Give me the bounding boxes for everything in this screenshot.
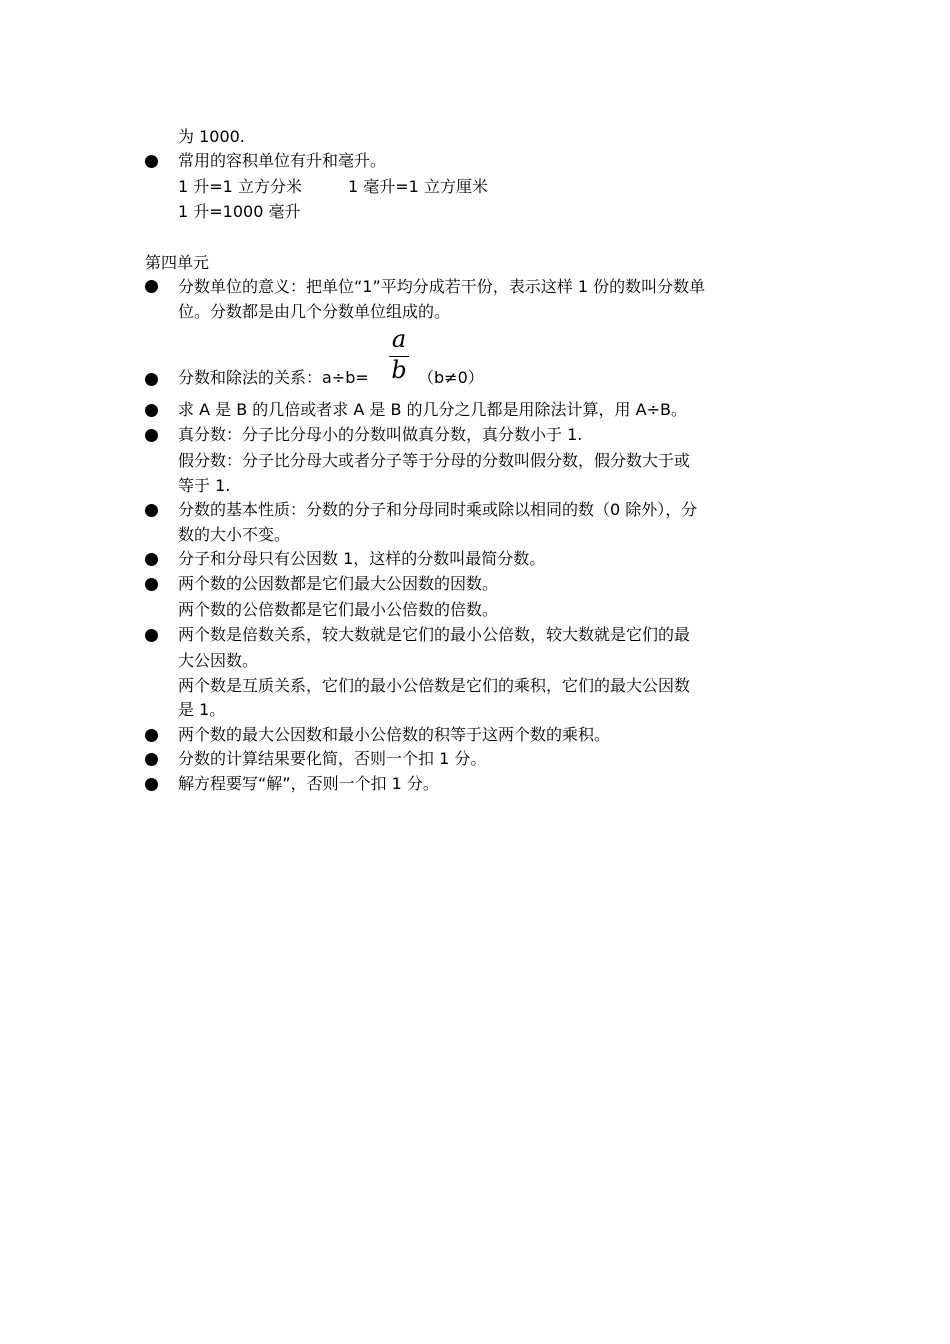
text-line: 数的大小不变。 (178, 525, 291, 544)
text-line: 分数的基本性质：分数的分子和分母同时乘或除以相同的数（0 除外），分 (178, 500, 698, 519)
bullet-icon (145, 778, 158, 791)
bullet-icon (145, 578, 158, 591)
text-line: 为 1000. (178, 127, 245, 146)
bullet-icon (145, 504, 158, 517)
text-line: 1 升=1000 毫升 (178, 202, 301, 221)
bullet-icon (145, 373, 158, 386)
bullet-icon (145, 280, 158, 293)
bullet-icon (145, 404, 158, 417)
text-line: 分数单位的意义：把单位“1”平均分成若干份，表示这样 1 份的数叫分数单 (178, 277, 706, 296)
text-line: 等于 1. (178, 476, 231, 495)
bullet-icon (145, 729, 158, 742)
text-line: 分数的计算结果要化简，否则一个扣 1 分。 (178, 749, 487, 768)
text-line: 分子和分母只有公因数 1，这样的分数叫最简分数。 (178, 549, 546, 568)
text-line: 位。分数都是由几个分数单位组成的。 (178, 302, 451, 321)
text-line: 两个数的最大公因数和最小公倍数的积等于这两个数的乘积。 (178, 725, 611, 744)
text-line: 分数和除法的关系：a÷b= (178, 368, 369, 387)
text-line: 真分数：分子比分母小的分数叫做真分数，真分数小于 1. (178, 425, 583, 444)
text-line: 是 1。 (178, 700, 226, 719)
text-line: 求 A 是 B 的几倍或者求 A 是 B 的几分之几都是用除法计算，用 A÷B。 (178, 400, 687, 419)
fraction-numerator: a (391, 325, 407, 353)
bullet-icon (145, 629, 158, 642)
bullet-icon (145, 155, 158, 168)
fraction-denominator: b (391, 356, 407, 384)
text-line: （b≠0） (418, 368, 484, 387)
text-line: 假分数：分子比分母大或者分子等于分母的分数叫假分数，假分数大于或 (178, 451, 691, 470)
bullet-icon (145, 429, 158, 442)
text-line: 解方程要写“解”，否则一个扣 1 分。 (178, 774, 439, 793)
bullet-icon (145, 753, 158, 766)
section-heading: 第四单元 (145, 253, 210, 272)
text-line: 两个数是倍数关系，较大数就是它们的最小公倍数，较大数就是它们的最 (178, 625, 691, 644)
text-line: 大公因数。 (178, 651, 259, 670)
text-line: 两个数的公因数都是它们最大公因数的因数。 (178, 574, 499, 593)
text-line: 两个数的公倍数都是它们最小公倍数的倍数。 (178, 600, 499, 619)
text-line: 常用的容积单位有升和毫升。 (178, 151, 387, 170)
text-line: 两个数是互质关系，它们的最小公倍数是它们的乘积，它们的最大公因数 (178, 676, 691, 695)
text-line: 1 升=1 立方分米 (178, 177, 302, 196)
bullet-icon (145, 553, 158, 566)
text-line: 1 毫升=1 立方厘米 (348, 177, 488, 196)
fraction-a-over-b (387, 326, 411, 382)
